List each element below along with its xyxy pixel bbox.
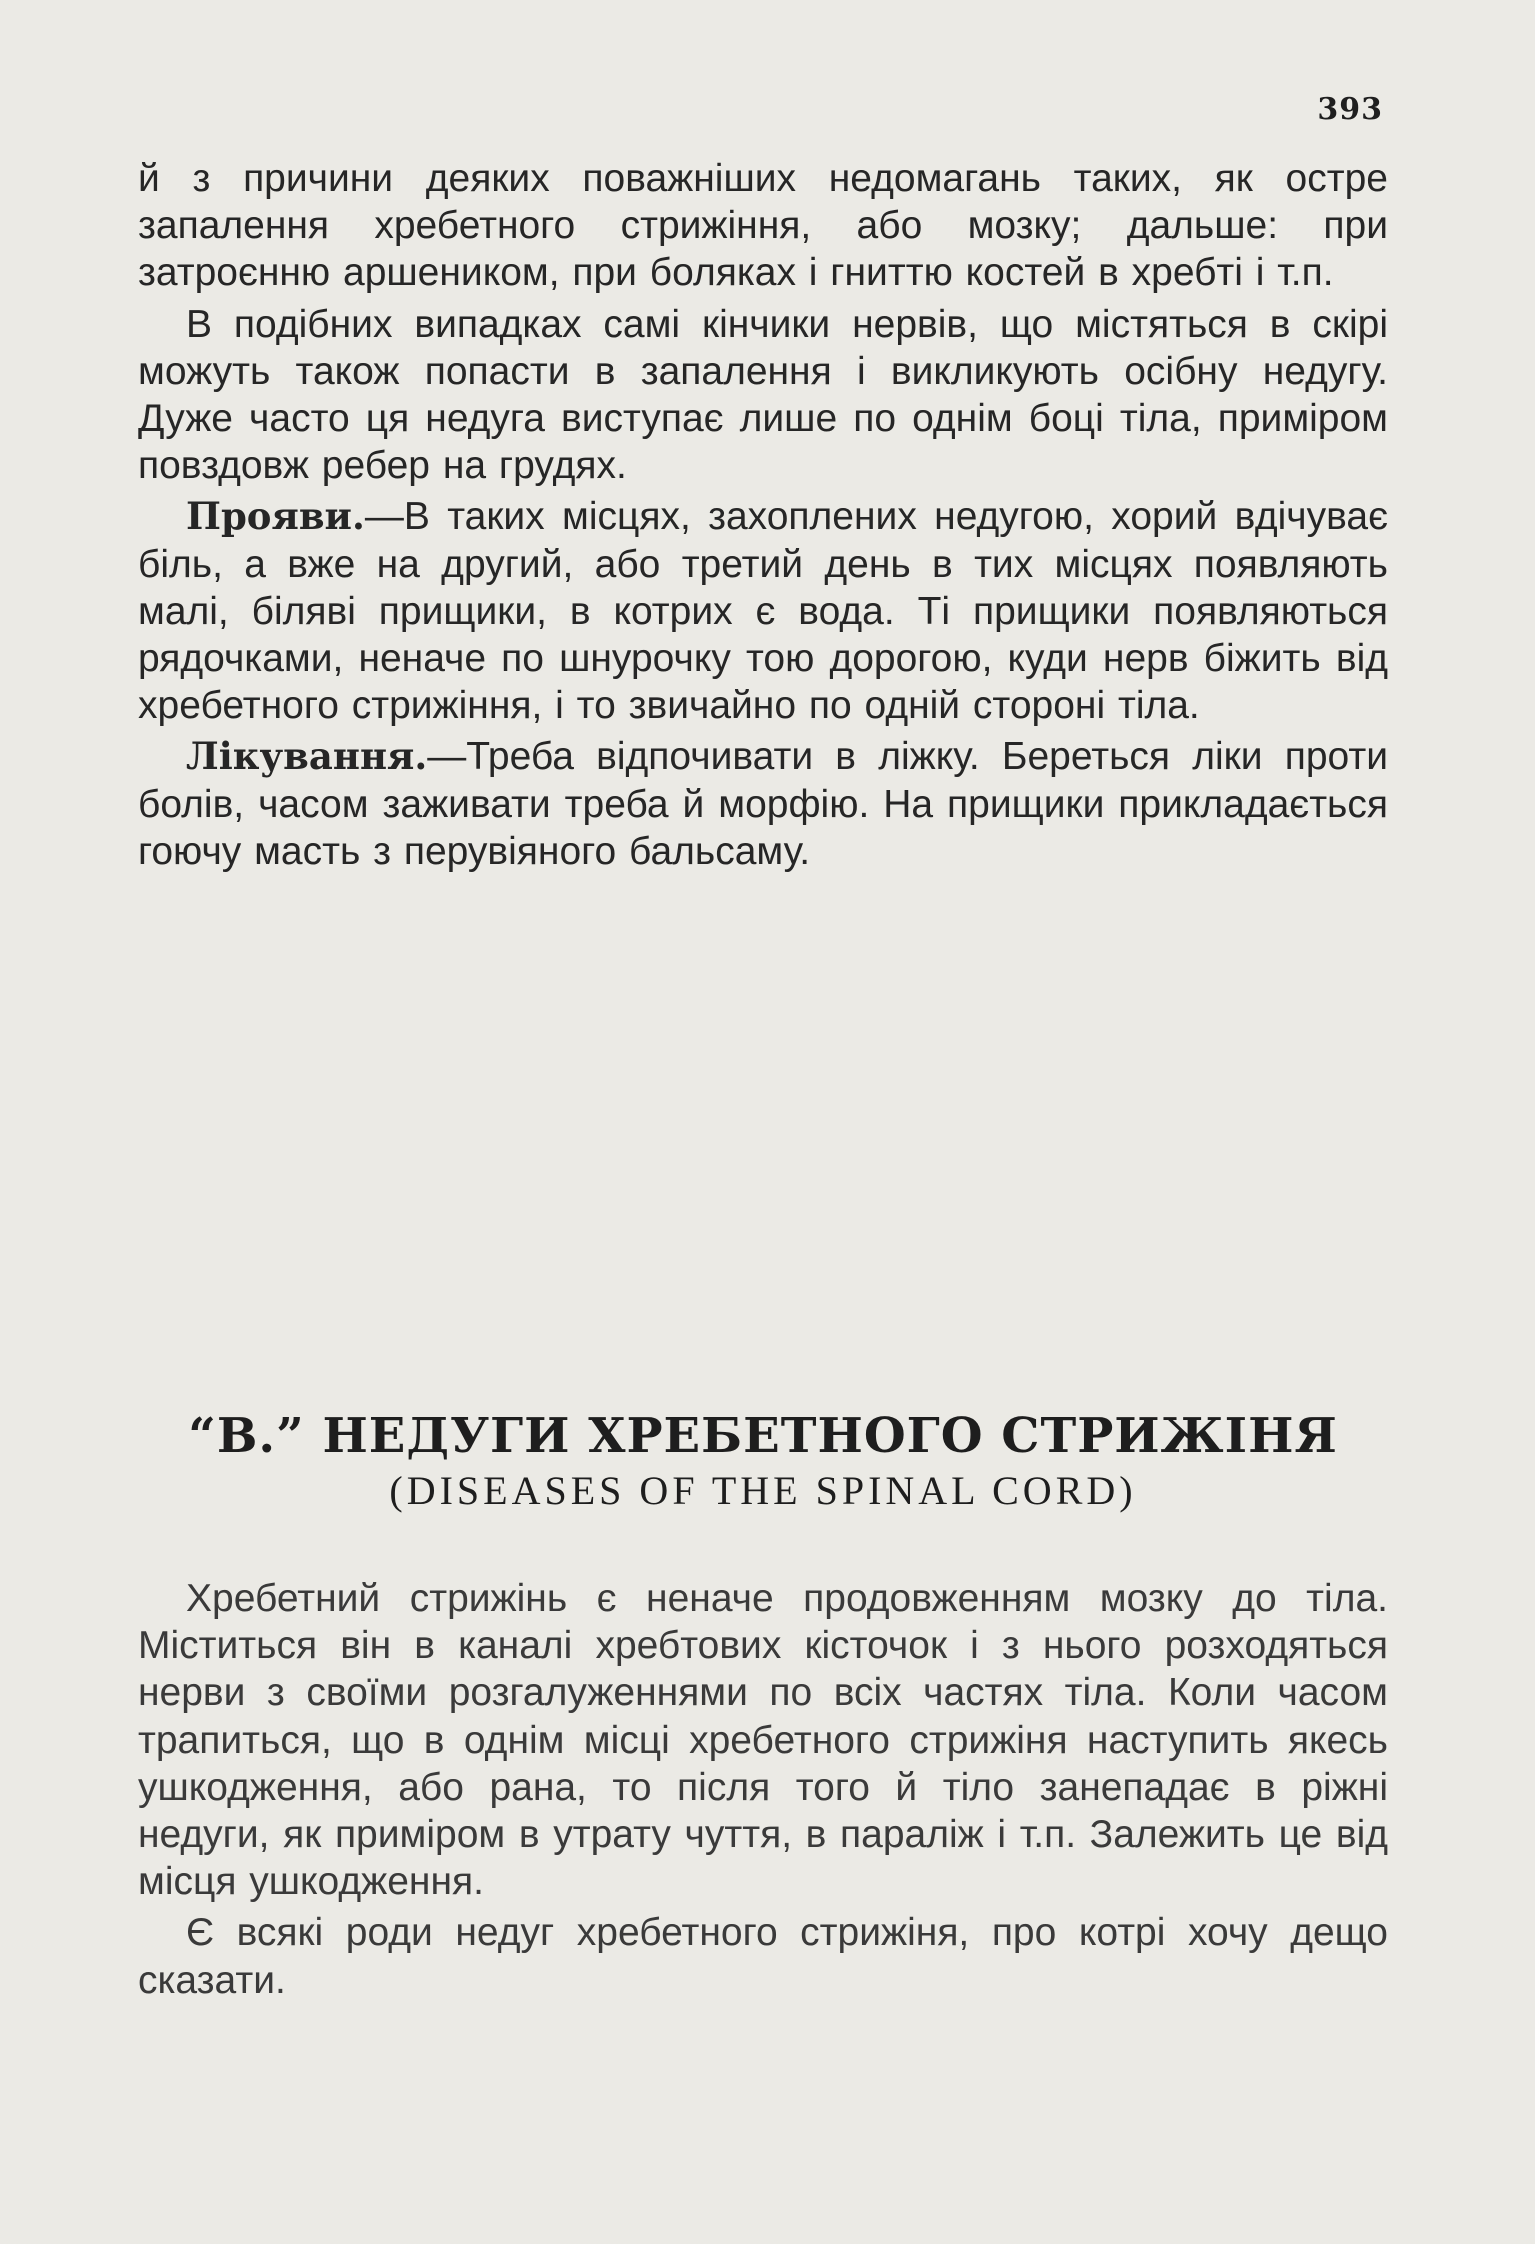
paragraph-symptoms	[138, 493, 1388, 729]
paragraph-nerve-endings: В подібних випадках самі кінчики нервів, що містяться в скірі можуть також попасти в запалення і викликують осібну недугу. Дуже часто ця недуга виступає лише по однім боці тіла, приміром повздовж ребер на грудях.	[138, 302, 1388, 488]
section-b-heading	[138, 1408, 1388, 1516]
section-b-text	[138, 1575, 1388, 2008]
section-subtitle: (DISEASES OF THE SPINAL CORD)	[389, 1468, 1137, 1513]
section-title: “В.” НЕДУГИ ХРЕБЕТНОГО СТРИЖІНЯ	[188, 1408, 1338, 1464]
paragraph-spinal-cord: Хребетний стрижінь є неначе продовженням мозку до тіла. Міститься він в каналі хребтових кісточок і з нього розходяться нерви з своїми розгалуженнями по всіх частях тіла. Коли часом трапиться, що в однім місці хребетного стрижіня наступить якесь ушкодження, або рана, то після того й тіло занепадає в ріжні недуги, як приміром в утрату чуття, в параліж і т.п. Залежить це від місця ушкодження.	[138, 1577, 1388, 1904]
treatment-label: Лікування.	[186, 734, 428, 779]
paragraph-treatment	[138, 733, 1388, 875]
paragraph-kinds-of-diseases: Є всякі роди недуг хребетного стрижіня, про котрі хочу дещо сказати.	[138, 1911, 1388, 2002]
symptoms-label: Прояви.	[186, 494, 365, 539]
section-a-text	[138, 155, 1388, 879]
symptoms-text: —В таких місцях, захоплених недугою, хорий вдічуває біль, а вже на другий, або третий день в тих місцях появляють малі, біляві прищики, в котрих є вода. Ті прищики появляються рядочками, неначе по шнурочку тою дорогою, куди нерв біжить від хребетного стрижіння, і то звичайно по одній стороні тіла.	[138, 495, 1388, 728]
paragraph-continuation: й з причини деяких поважніших недомагань таких, як остре запалення хребетного стрижіння, або мозку; дальше: при затроєнню аршеником, при боляках і гниттю костей в хребті і т.п.	[138, 157, 1388, 295]
page-number: 393	[1317, 92, 1383, 127]
treatment-text: —Треба відпочивати в ліжку. Береться ліки проти болів, часом заживати треба й морфію. На прищики прикладається гоючу масть з перувіяного бальсаму.	[138, 735, 1388, 873]
